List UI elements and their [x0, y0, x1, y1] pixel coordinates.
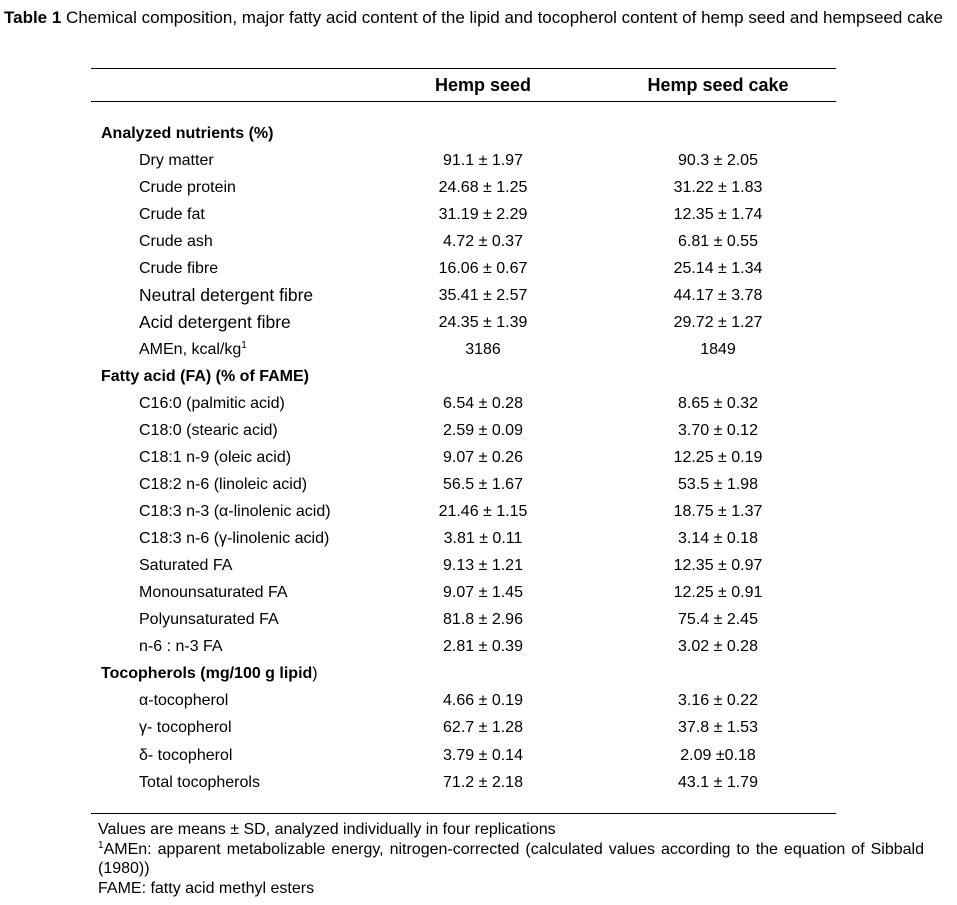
table-caption-text: Chemical composition, major fatty acid content of the lipid and tocopherol content of hemp seed and hempseed cake — [61, 8, 944, 27]
hemp-seed-cake-value: 12.25 ± 0.91 — [673, 584, 763, 601]
hemp-seed-cake-value: 2.09 ±0.18 — [680, 747, 756, 764]
hemp-seed-cake-value: 31.22 ± 1.83 — [673, 179, 763, 196]
section-title-rest: ) — [312, 665, 318, 682]
column-header-hemp-seed-cake: Hemp seed cake — [647, 75, 789, 95]
hemp-seed-cake-value: 53.5 ± 1.98 — [678, 476, 758, 493]
footnote-marker: 1 — [241, 340, 247, 351]
hemp-seed-cake-value: 3.70 ± 0.12 — [678, 422, 758, 439]
row-label: γ- tocopherol — [139, 719, 232, 736]
table-row — [0, 687, 957, 714]
hemp-seed-cake-value: 44.17 ± 3.78 — [673, 287, 763, 304]
footnote-marker: 1 — [98, 839, 104, 851]
table-row — [0, 525, 957, 552]
hemp-seed-cake-value: 90.3 ± 2.05 — [678, 152, 758, 169]
hemp-seed-cake-value: 29.72 ± 1.27 — [673, 314, 763, 331]
row-label: α-tocopherol — [139, 692, 229, 709]
table-row — [0, 471, 957, 498]
table-row — [0, 444, 957, 471]
hemp-seed-cake-value: 43.1 ± 1.79 — [678, 774, 758, 791]
column-header-hemp-seed: Hemp seed — [434, 75, 532, 95]
table-row — [0, 606, 957, 633]
section-title: Fatty acid (FA) (% of FAME) — [101, 368, 309, 385]
row-label: Crude fat — [139, 206, 205, 223]
table-top-rule — [91, 68, 836, 69]
hemp-seed-cake-value: 18.75 ± 1.37 — [673, 503, 763, 520]
table-row — [0, 255, 957, 282]
footnote-amen — [98, 840, 924, 879]
hemp-seed-cake-value: 25.14 ± 1.34 — [673, 260, 763, 277]
hemp-seed-cake-value: 12.35 ± 1.74 — [673, 206, 763, 223]
hemp-seed-value: 56.5 ± 1.67 — [443, 476, 523, 493]
section-header-fatty-acid — [0, 363, 957, 390]
hemp-seed-cake-value: 12.25 ± 0.19 — [673, 449, 763, 466]
table-row — [0, 201, 957, 228]
hemp-seed-value: 81.8 ± 2.96 — [443, 611, 523, 628]
table-row — [0, 228, 957, 255]
table-row — [0, 714, 957, 741]
table-row — [0, 282, 957, 309]
row-label: C18:0 (stearic acid) — [139, 422, 278, 439]
hemp-seed-cake-value: 3.02 ± 0.28 — [678, 638, 758, 655]
hemp-seed-value: 31.19 ± 2.29 — [438, 206, 528, 223]
row-label: Neutral detergent fibre — [139, 285, 314, 305]
table-row — [0, 742, 957, 769]
section-title: Tocopherols (mg/100 g lipid — [101, 665, 313, 682]
table-row — [0, 417, 957, 444]
hemp-seed-value: 21.46 ± 1.15 — [438, 503, 528, 520]
table-row — [0, 147, 957, 174]
row-label: C18:3 n-3 (α-linolenic acid) — [139, 503, 331, 520]
table-row — [0, 309, 957, 336]
row-label: C18:1 n-9 (oleic acid) — [139, 449, 292, 466]
row-label: C16:0 (palmitic acid) — [139, 395, 285, 412]
row-label: Acid detergent fibre — [139, 312, 291, 332]
footnote-fame: FAME: fatty acid methyl esters — [98, 879, 315, 897]
row-label: Dry matter — [139, 152, 214, 169]
hemp-seed-value: 4.72 ± 0.37 — [443, 233, 523, 250]
table-row — [0, 552, 957, 579]
hemp-seed-cake-value: 3.16 ± 0.22 — [678, 692, 758, 709]
hemp-seed-cake-value: 3.14 ± 0.18 — [678, 530, 758, 547]
row-label: δ- tocopherol — [139, 747, 233, 764]
table-row — [0, 174, 957, 201]
row-label: Saturated FA — [139, 557, 233, 574]
section-header-analyzed-nutrients — [0, 120, 957, 147]
row-label: Crude fibre — [139, 260, 219, 277]
row-label: Total tocopherols — [139, 774, 260, 791]
table-row — [0, 633, 957, 660]
hemp-seed-value: 3186 — [465, 341, 501, 358]
hemp-seed-value: 16.06 ± 0.67 — [438, 260, 528, 277]
section-header-tocopherols — [0, 660, 957, 687]
table-row — [0, 579, 957, 606]
hemp-seed-value: 4.66 ± 0.19 — [443, 692, 523, 709]
hemp-seed-cake-value: 1849 — [700, 341, 736, 358]
row-label: C18:3 n-6 (γ-linolenic acid) — [139, 530, 330, 547]
hemp-seed-value: 91.1 ± 1.97 — [443, 152, 523, 169]
hemp-seed-value: 3.79 ± 0.14 — [443, 747, 523, 764]
footnote-amen-text: AMEn: apparent metabolizable energy, nitrogen-corrected (calculated values according to the equation of Sibbald (1980)) — [98, 840, 924, 877]
hemp-seed-cake-value: 37.8 ± 1.53 — [678, 719, 758, 736]
table-row — [0, 769, 957, 796]
table-row — [0, 336, 957, 363]
hemp-seed-value: 2.81 ± 0.39 — [443, 638, 523, 655]
hemp-seed-value: 3.81 ± 0.11 — [443, 530, 523, 547]
table-header-rule — [91, 101, 836, 102]
hemp-seed-cake-value: 75.4 ± 2.45 — [678, 611, 758, 628]
table-row — [0, 390, 957, 417]
hemp-seed-value: 9.07 ± 1.45 — [443, 584, 523, 601]
hemp-seed-value: 35.41 ± 2.57 — [438, 287, 528, 304]
hemp-seed-cake-value: 8.65 ± 0.32 — [678, 395, 758, 412]
row-label: Crude protein — [139, 179, 236, 196]
hemp-seed-cake-value: 6.81 ± 0.55 — [678, 233, 758, 250]
hemp-seed-value: 2.59 ± 0.09 — [443, 422, 523, 439]
hemp-seed-value: 24.35 ± 1.39 — [438, 314, 528, 331]
hemp-seed-value: 9.13 ± 1.21 — [443, 557, 523, 574]
table-footnotes — [98, 820, 924, 898]
hemp-seed-value: 71.2 ± 2.18 — [443, 774, 523, 791]
row-label: Crude ash — [139, 233, 213, 250]
table-label: Table 1 — [4, 8, 62, 27]
row-label: AMEn, kcal/kg — [139, 341, 242, 358]
row-label: C18:2 n-6 (linoleic acid) — [139, 476, 308, 493]
table-caption — [4, 7, 944, 28]
hemp-seed-value: 24.68 ± 1.25 — [438, 179, 528, 196]
hemp-seed-value: 62.7 ± 1.28 — [443, 719, 523, 736]
row-label: Monounsaturated FA — [139, 584, 288, 601]
hemp-seed-cake-value: 12.35 ± 0.97 — [673, 557, 763, 574]
section-title: Analyzed nutrients (%) — [101, 125, 274, 142]
footnote-means: Values are means ± SD, analyzed individually in four replications — [98, 821, 556, 838]
row-label: Polyunsaturated FA — [139, 611, 279, 628]
table-bottom-rule — [91, 813, 836, 814]
hemp-seed-value: 6.54 ± 0.28 — [443, 395, 523, 412]
hemp-seed-value: 9.07 ± 0.26 — [443, 449, 523, 466]
table-row — [0, 498, 957, 525]
row-label: n-6 : n-3 FA — [139, 638, 223, 655]
